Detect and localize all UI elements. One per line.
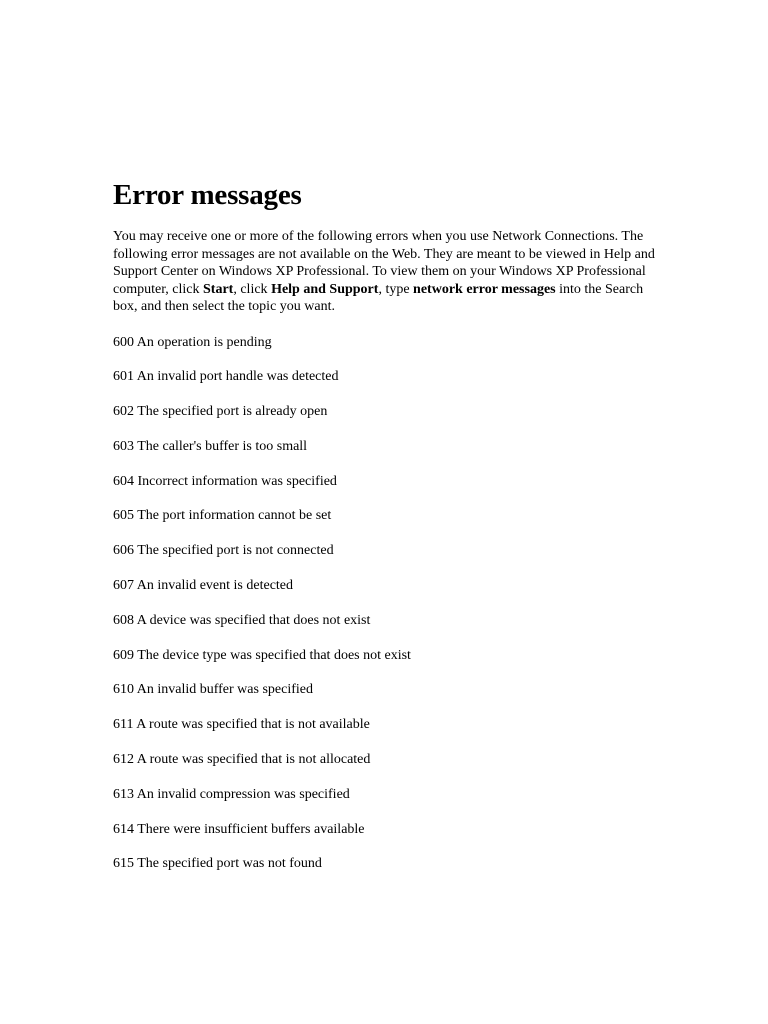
error-item: 607 An invalid event is detected [113,578,294,594]
error-item: 612 A route was specified that is not allocated [113,752,371,768]
error-item: 608 A device was specified that does not exist [113,612,371,628]
error-item: 610 An invalid buffer was specified [113,682,313,698]
error-item: 609 The device type was specified that does not exist [113,647,411,663]
intro-text-4: into the Search box, and then select the topic you want. [113,281,644,314]
intro-text-2: , click [233,281,272,297]
error-item: 614 There were insufficient buffers available [113,821,365,837]
document-page [113,176,673,890]
error-item: 601 An invalid port handle was detected [113,369,339,385]
error-item: 605 The port information cannot be set [113,508,332,524]
error-list [113,334,673,891]
intro-bold-search-term: network error messages [413,281,556,297]
intro-text-3: , type [378,281,414,297]
error-item: 606 The specified port is not connected [113,543,334,559]
intro-text-1: You may receive one or more of the following errors when you use Network Connections. The following error messages are not available on the Web. They are meant to be viewed in Help and Support Center on Windows XP Professional. To view them on your Windows XP Professional computer, click [113,229,655,297]
error-item: 613 An invalid compression was specified [113,786,350,802]
intro-bold-start: Start [203,281,234,297]
error-item: 603 The caller's buffer is too small [113,438,308,454]
error-item: 602 The specified port is already open [113,404,328,420]
intro-paragraph [113,228,661,316]
error-item: 604 Incorrect information was specified [113,473,337,489]
error-item: 615 The specified port was not found [113,856,322,872]
intro-bold-help-and-support: Help and Support [271,281,379,297]
error-item: 611 A route was specified that is not available [113,717,370,733]
page-title: Error messages [113,179,302,211]
error-item: 600 An operation is pending [113,334,272,350]
